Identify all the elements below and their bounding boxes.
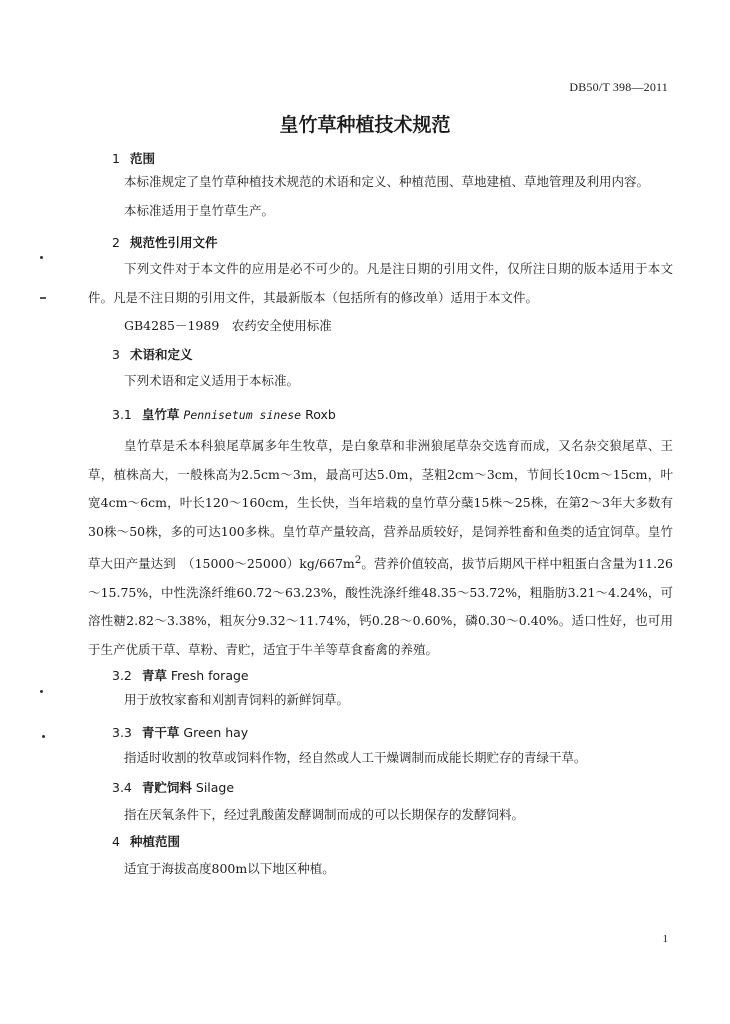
section-3-4-title: 青贮饲料 bbox=[141, 780, 192, 795]
section-3-number: 3 bbox=[112, 347, 120, 362]
section-4-title: 种植范围 bbox=[129, 834, 180, 849]
section-3-3-number: 3.3 bbox=[112, 725, 132, 740]
section-3-1-text-a: 皇竹草是禾本科狼尾草属多年生牧草，是白象草和非洲狼尾草杂交选育而成，又名杂交狼尾草、王草，植株高大，一般株高为2.5cm～3m，最高可达5.0m，茎粗2cm～3cm，节间长10cm～15cm，叶宽4cm～6cm，叶长120～160cm，生长快，当年培栽的皇竹草分蘖15株～25株，在第2～3年大多数有30株～50株，多的可达100多株。皇竹草产量较高，营养品质较好，是饲养牲畜和鱼类的适宜饲草。皇竹草大田产量达到 （15000～25000）kg/667m bbox=[88, 438, 673, 572]
section-1-number: 1 bbox=[112, 151, 120, 166]
section-2-paragraph: 下列文件对于本文件的应用是必不可少的。凡是注日期的引用文件，仅所注日期的版本适用于本文件。凡是不注日期的引用文件，其最新版本（包括所有的修改单）适用于本文件。 bbox=[88, 261, 673, 305]
section-3-3-paragraph: 指适时收割的牧草或饲料作物，经自然或人工干燥调制而成能长期贮存的青绿干草。 bbox=[124, 750, 587, 765]
section-3-2-title: 青草 bbox=[141, 668, 167, 683]
section-3-heading bbox=[112, 345, 192, 363]
section-1-heading bbox=[112, 149, 155, 167]
section-4-heading bbox=[112, 832, 180, 850]
section-3-4-heading bbox=[112, 778, 234, 796]
section-3-1-number: 3.1 bbox=[112, 407, 132, 422]
page-title: 皇竹草种植技术规范 bbox=[279, 114, 451, 136]
scan-mark bbox=[40, 297, 46, 299]
section-4-paragraph: 适宜于海拔高度800m以下地区种植。 bbox=[124, 861, 335, 876]
section-2-number: 2 bbox=[112, 235, 120, 250]
page-number: 1 bbox=[662, 933, 668, 945]
document-code: DB50/T 398—2011 bbox=[569, 80, 668, 94]
section-3-2-english: Fresh forage bbox=[170, 668, 249, 683]
section-3-2-paragraph: 用于放牧家畜和刈割青饲料的新鲜饲草。 bbox=[124, 692, 350, 707]
section-3-4-english: Silage bbox=[195, 780, 235, 795]
section-3-4-paragraph: 指在厌氧条件下，经过乳酸菌发酵调制而成的可以长期保存的发酵饲料。 bbox=[124, 807, 525, 822]
section-3-1-text-b: 。营养价值较高，拔节后期风干样中粗蛋白含量为11.26～15.75%，中性洗涤纤维60.72～63.23%，酸性洗涤纤维48.35～53.72%，粗脂肪3.21～4.24%，可溶性糖2.82～3.38%，粗灰分9.32～11.74%，钙0.28～0.60%，磷0.30～0.40%。适口性好，也可用于生产优质干草、草粉、青贮，适宜于牛羊等草食畜禽的养殖。 bbox=[88, 556, 673, 657]
scan-speck bbox=[40, 256, 43, 259]
section-1-title: 范围 bbox=[129, 151, 155, 166]
section-3-2-heading bbox=[112, 666, 249, 684]
section-3-3-title: 青干草 bbox=[141, 725, 180, 740]
section-2-title: 规范性引用文件 bbox=[129, 235, 218, 250]
scan-speck bbox=[42, 735, 45, 738]
scan-speck bbox=[40, 690, 43, 693]
latin-author: Roxb bbox=[305, 407, 336, 422]
section-3-title: 术语和定义 bbox=[129, 347, 193, 362]
unit-superscript: 2 bbox=[354, 554, 362, 566]
latin-name: Pennisetum sinese bbox=[183, 408, 302, 422]
section-3-1-title: 皇竹草 bbox=[141, 407, 180, 422]
section-3-2-number: 3.2 bbox=[112, 668, 132, 683]
section-3-3-english: Green hay bbox=[183, 725, 249, 740]
section-3-3-heading bbox=[112, 723, 248, 741]
section-2-heading bbox=[112, 233, 217, 251]
section-3-4-number: 3.4 bbox=[112, 780, 132, 795]
section-3-1-heading bbox=[112, 405, 336, 423]
section-3-paragraph: 下列术语和定义适用于本标准。 bbox=[124, 373, 300, 388]
reference-standard: GB4285－1989 农药安全使用标准 bbox=[124, 318, 332, 333]
section-4-number: 4 bbox=[112, 834, 120, 849]
section-1-paragraph-1: 本标准规定了皇竹草种植技术规范的术语和定义、种植范围、草地建植、草地管理及利用内容。 bbox=[124, 174, 650, 189]
section-1-paragraph-2: 本标准适用于皇竹草生产。 bbox=[124, 203, 275, 218]
section-3-1-paragraph bbox=[88, 432, 673, 664]
